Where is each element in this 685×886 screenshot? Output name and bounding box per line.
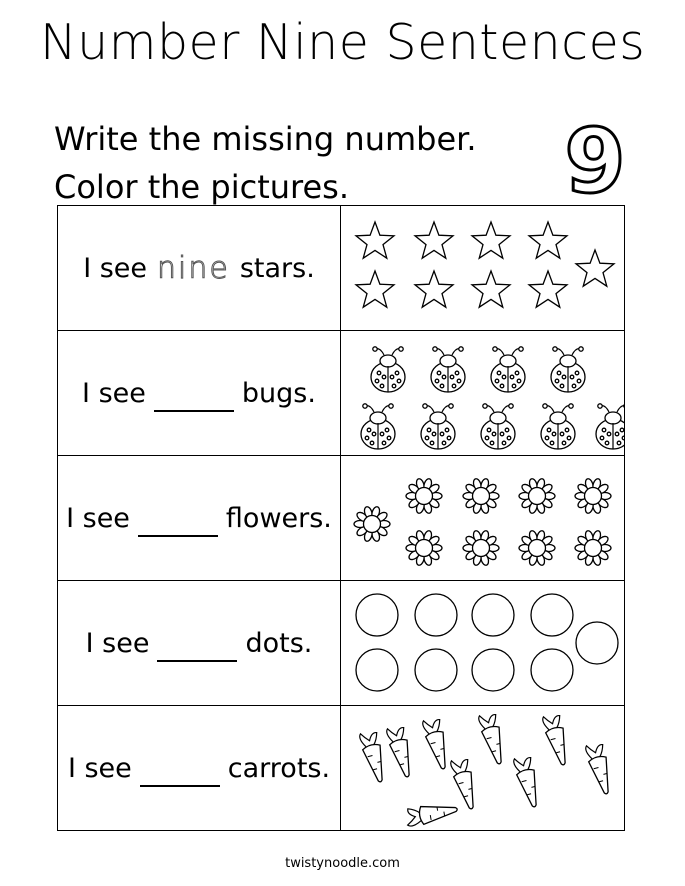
instruction-write: Write the missing number. xyxy=(54,120,477,158)
circle-icon-group xyxy=(341,581,624,706)
ladybug-icon xyxy=(431,347,465,392)
circle-icon xyxy=(531,649,573,691)
ladybug-icon xyxy=(481,404,515,449)
carrot-icon xyxy=(422,717,453,771)
flower-icon-group xyxy=(341,456,624,581)
circle-icon xyxy=(356,649,398,691)
instruction-color: Color the pictures. xyxy=(54,168,350,206)
circle-icon xyxy=(472,594,514,636)
table-row-flowers xyxy=(58,456,624,581)
page-title: Number Nine Sentences xyxy=(40,14,646,71)
circle-icon xyxy=(472,649,514,691)
picture-bugs xyxy=(341,331,624,455)
circle-icon xyxy=(576,622,618,664)
ladybug-icon xyxy=(361,404,395,449)
carrot-icon xyxy=(359,730,390,784)
answer-blank[interactable] xyxy=(157,633,237,662)
picture-stars xyxy=(341,206,624,330)
carrot-icon xyxy=(450,757,481,811)
answer-blank[interactable] xyxy=(140,758,220,787)
footer-credit: twistynoodle.com xyxy=(285,856,400,871)
picture-flowers xyxy=(341,456,624,580)
flower-icon xyxy=(575,478,611,514)
ladybug-icon xyxy=(596,404,624,449)
circle-icon xyxy=(531,594,573,636)
flower-icon xyxy=(354,506,390,542)
ladybug-icon xyxy=(551,347,585,392)
circle-icon xyxy=(415,649,457,691)
flower-icon xyxy=(519,478,555,514)
answer-blank[interactable] xyxy=(138,508,218,537)
star-icon xyxy=(356,222,394,258)
flower-icon xyxy=(406,530,442,566)
sentence-flowers: I see flowers. xyxy=(58,456,341,580)
circle-icon xyxy=(415,594,457,636)
sentence-bugs: I see bugs. xyxy=(58,331,341,455)
star-icon xyxy=(415,222,453,258)
ladybug-icon-group xyxy=(341,331,624,456)
star-icon xyxy=(415,271,453,307)
picture-carrots xyxy=(341,706,624,831)
carrot-icon xyxy=(478,712,509,766)
big-number: 9 xyxy=(564,112,626,202)
star-icon xyxy=(576,250,614,286)
ladybug-icon xyxy=(541,404,575,449)
star-icon xyxy=(529,271,567,307)
flower-icon xyxy=(519,530,555,566)
carrot-icon xyxy=(386,725,417,779)
worksheet-table xyxy=(57,205,625,831)
star-icon-group xyxy=(341,206,624,331)
flower-icon xyxy=(463,530,499,566)
carrot-icon xyxy=(542,713,573,767)
answer-blank[interactable] xyxy=(154,383,234,412)
flower-icon xyxy=(575,530,611,566)
outlined-number-icon xyxy=(555,112,635,202)
sentence-dots: I see dots. xyxy=(58,581,341,705)
traced-word[interactable]: nine xyxy=(157,250,230,286)
star-icon xyxy=(356,271,394,307)
star-icon xyxy=(472,222,510,258)
star-icon xyxy=(529,222,567,258)
star-icon xyxy=(472,271,510,307)
ladybug-icon xyxy=(371,347,405,392)
table-row-stars xyxy=(58,206,624,331)
flower-icon xyxy=(406,478,442,514)
flower-icon xyxy=(463,478,499,514)
picture-dots xyxy=(341,581,624,705)
carrot-icon xyxy=(585,742,616,796)
ladybug-icon xyxy=(421,404,455,449)
table-row-bugs xyxy=(58,331,624,456)
carrot-icon-group xyxy=(341,706,624,831)
ladybug-icon xyxy=(491,347,525,392)
carrot-icon xyxy=(513,755,544,809)
carrot-icon xyxy=(405,800,459,827)
table-row-carrots xyxy=(58,706,624,831)
table-row-dots xyxy=(58,581,624,706)
sentence-stars: I see nine stars. xyxy=(58,206,341,330)
sentence-carrots: I see carrots. xyxy=(58,706,341,831)
circle-icon xyxy=(356,594,398,636)
